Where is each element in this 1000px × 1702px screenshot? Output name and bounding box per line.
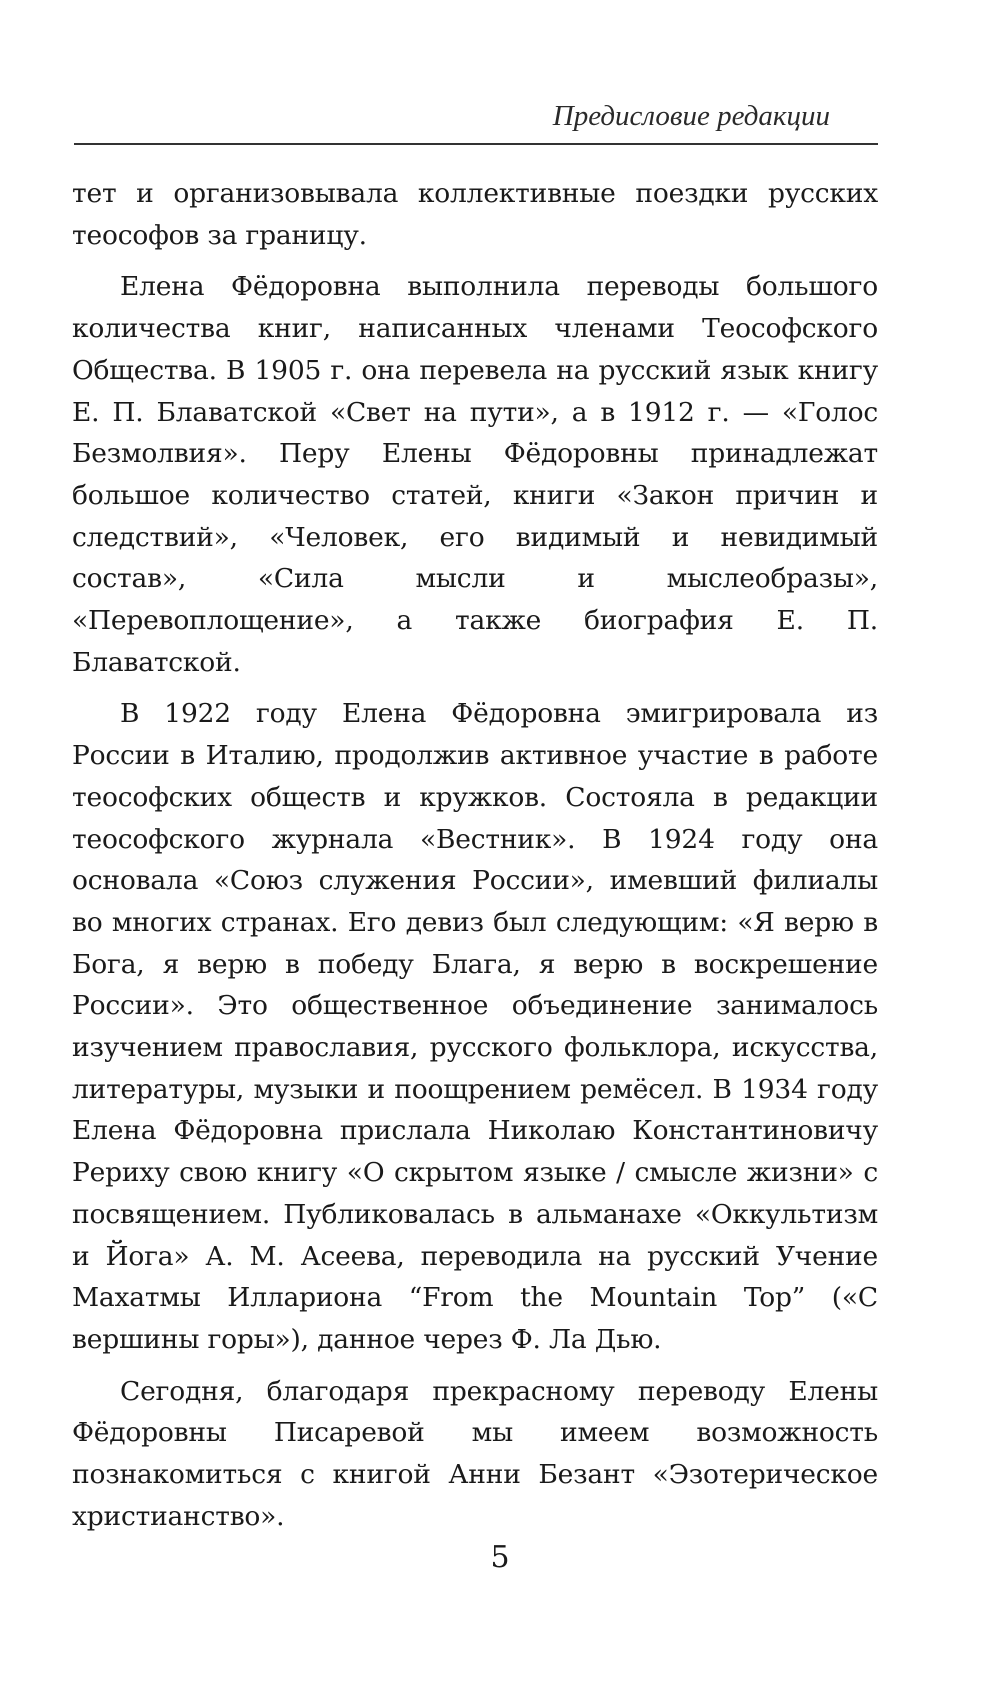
body-text: [72, 173, 878, 1538]
paragraph-emigration: В 1922 году Елена Фёдоровна эмигрировала из России в Италию, продолжив активное участие в работе теософских обществ и кружков. Состояла в редакции теософского журнала «Вестник». В 1924 году она основала «Союз служения России», имевший филиалы во многих странах. Его девиз был следующим: «Я верю в Бога, я верю в победу Блага, я верю в воскрешение России». Это общественное объединение занималось изучением православия, русского фольклора, искусства, литературы, музыки и поощрением ремёсел. В 1934 году Елена Фёдоровна прислала Николаю Константиновичу Рериху свою книгу «О скрытом языке / смысле жизни» с посвящением. Публиковалась в альманахе «Оккультизм и Йога» А. М. Асеева, переводила на русский Учение Махатмы Иллариона “From the Mountain Top” («С вершины горы»), данное через Ф. Ла Дью.: [72, 698, 878, 1355]
header-rule: [74, 143, 878, 145]
paragraph-continuation: тет и организовывала коллективные поездки русских теософов за границу.: [72, 178, 878, 251]
running-header: Предисловие редакции: [552, 100, 830, 132]
paragraph-today: Сегодня, благодаря прекрасному переводу Елены Фёдоровны Писаревой мы имеем возможность познакомиться с книгой Анни Безант «Эзотерическое христианство».: [72, 1375, 878, 1532]
page-number: 5: [490, 1540, 510, 1575]
paragraph-translations: Елена Фёдоровна выполнила переводы большого количества книг, написанных членами Теософского Общества. В 1905 г. она перевела на русский язык книгу Е. П. Блаватской «Свет на пути», а в 1912 г. — «Голос Безмолвия». Перу Елены Фёдоровны принадлежат большое количество статей, книги «Закон причин и следствий», «Человек, его видимый и невидимый состав», «Сила мысли и мыслеобразы», «Перевоплощение», а также биография Е. П. Блаватской.: [72, 271, 878, 678]
